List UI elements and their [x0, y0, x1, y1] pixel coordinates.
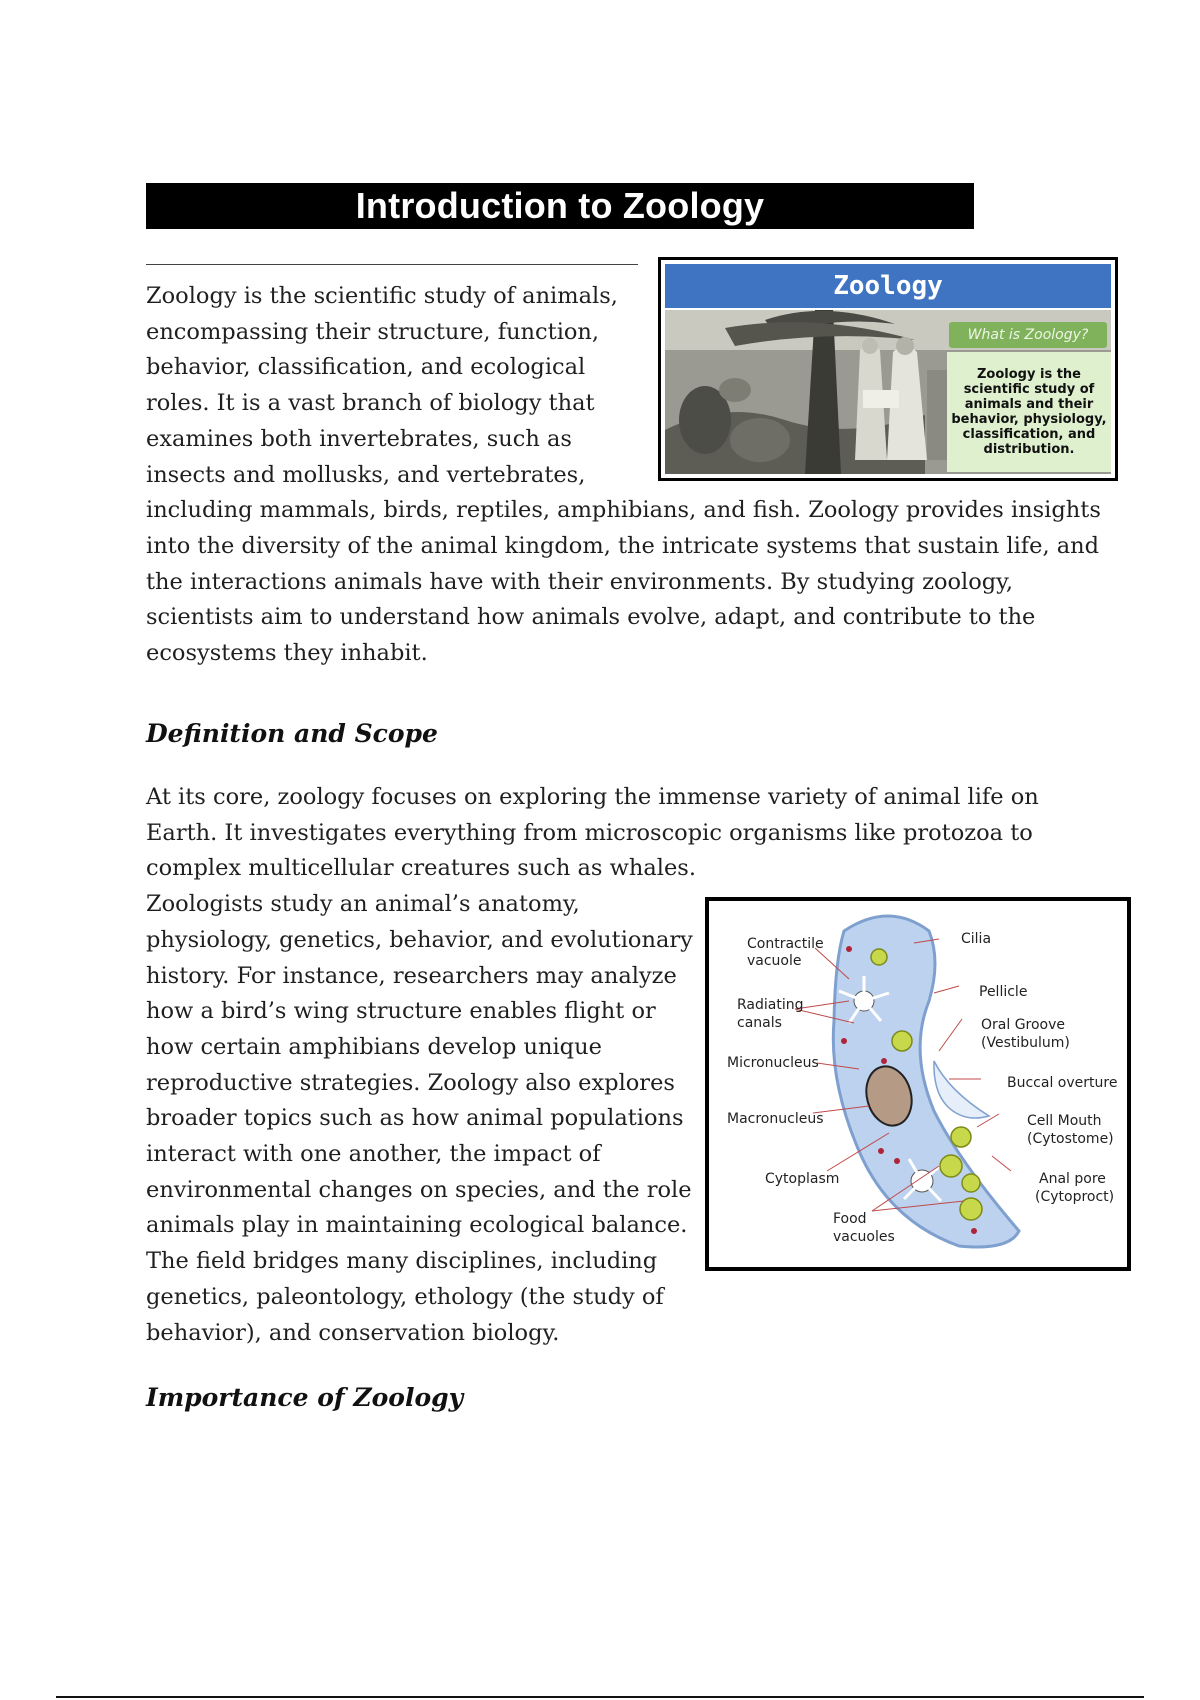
definition-line: broader topics such as how animal populations: [146, 1105, 684, 1132]
intro-line: insects and mollusks, and vertebrates,: [146, 461, 586, 488]
intro-line: Zoology is the scientific study of animals,: [146, 283, 618, 309]
definition-box: Zoology is the scientific study of animals and their behavior, physiology, classification, and distribution.: [947, 352, 1111, 472]
label-anal-pore-2: (Cytoproct): [1035, 1189, 1115, 1205]
food-vacuole: [962, 1174, 980, 1192]
food-vacuole: [871, 949, 887, 965]
definition-heading: Definition and Scope: [146, 719, 438, 748]
definition-line: interact with one another, the impact of: [146, 1141, 601, 1168]
label-contractile-vacuole-1: Contractile: [747, 936, 824, 952]
label-oral-groove-1: Oral Groove: [981, 1017, 1066, 1033]
intro-line: encompassing their structure, function,: [146, 318, 600, 345]
label-radiating-canals-2: canals: [737, 1015, 782, 1031]
intro-line: into the diversity of the animal kingdom, the intricate systems that sustain life, and: [146, 532, 1100, 559]
title-underline: [146, 264, 638, 265]
definition-line: how a bird’s wing structure enables flight or: [146, 998, 656, 1025]
label-pellicle: Pellicle: [979, 984, 1028, 1000]
food-vacuole: [892, 1031, 912, 1051]
food-vacuole: [951, 1127, 971, 1147]
label-micronucleus: Micronucleus: [727, 1055, 819, 1071]
intro-line: the interactions animals have with their environments. By studying zoology,: [146, 568, 1014, 595]
what-is-zoology-tag: What is Zoology?: [949, 322, 1107, 348]
intro-line: including mammals, birds, reptiles, amphibians, and fish. Zoology provides insights: [146, 497, 1101, 524]
definition-line: Zoologists study an animal’s anatomy,: [146, 891, 580, 918]
food-vacuole: [940, 1155, 962, 1177]
bottom-rule: [56, 1696, 1144, 1698]
label-food-vacuoles-1: Food: [833, 1211, 867, 1227]
definition-line: complex multicellular creatures such as whales.: [146, 855, 696, 882]
definition-line: environmental changes on species, and the role: [146, 1176, 692, 1203]
definition-line: how certain amphibians develop unique: [146, 1033, 602, 1060]
definition-line: history. For instance, researchers may analyze: [146, 962, 677, 989]
importance-heading: Importance of Zoology: [146, 1383, 464, 1412]
intro-paragraph: [146, 279, 1101, 672]
definition-line: reproductive strategies. Zoology also explores: [146, 1069, 675, 1096]
intro-line: roles. It is a vast branch of biology that: [146, 390, 595, 417]
label-cytoplasm: Cytoplasm: [765, 1171, 840, 1187]
page-title: Introduction to Zoology: [355, 185, 765, 226]
definition-line: genetics, paleontology, ethology (the study of: [146, 1283, 664, 1310]
definition-line: physiology, genetics, behavior, and evolutionary: [146, 926, 693, 953]
label-buccal-overture: Buccal overture: [1007, 1075, 1118, 1091]
definition-line: animals play in maintaining ecological balance.: [146, 1212, 688, 1239]
oral-groove: [934, 1061, 989, 1118]
definition-line: behavior), and conservation biology.: [146, 1319, 560, 1346]
label-cell-mouth-1: Cell Mouth: [1027, 1113, 1102, 1129]
paramecium-diagram: [705, 897, 1131, 1271]
label-anal-pore-1: Anal pore: [1039, 1171, 1106, 1187]
definition-line: The field bridges many disciplines, including: [146, 1248, 658, 1275]
label-oral-groove-2: (Vestibulum): [981, 1035, 1070, 1051]
label-cilia: Cilia: [961, 931, 992, 947]
label-macronucleus: Macronucleus: [727, 1111, 824, 1127]
intro-line: examines both invertebrates, such as: [146, 425, 572, 452]
label-contractile-vacuole-2: vacuole: [747, 953, 802, 969]
label-food-vacuoles-2: vacuoles: [833, 1229, 895, 1245]
label-cell-mouth-2: (Cytostome): [1027, 1131, 1114, 1147]
intro-line: behavior, classification, and ecological: [146, 354, 586, 381]
intro-line: scientists aim to understand how animals evolve, adapt, and contribute to the: [146, 604, 1036, 631]
intro-line: ecosystems they inhabit.: [146, 640, 428, 667]
definition-line: At its core, zoology focuses on exploring the immense variety of animal life on: [146, 784, 1039, 810]
cell-body: [833, 916, 1019, 1247]
figure-banner: Zoology: [665, 264, 1111, 308]
title-bar: [146, 183, 974, 229]
definition-line: Earth. It investigates everything from microscopic organisms like protozoa to: [146, 819, 1033, 846]
label-radiating-canals-1: Radiating: [737, 997, 804, 1013]
